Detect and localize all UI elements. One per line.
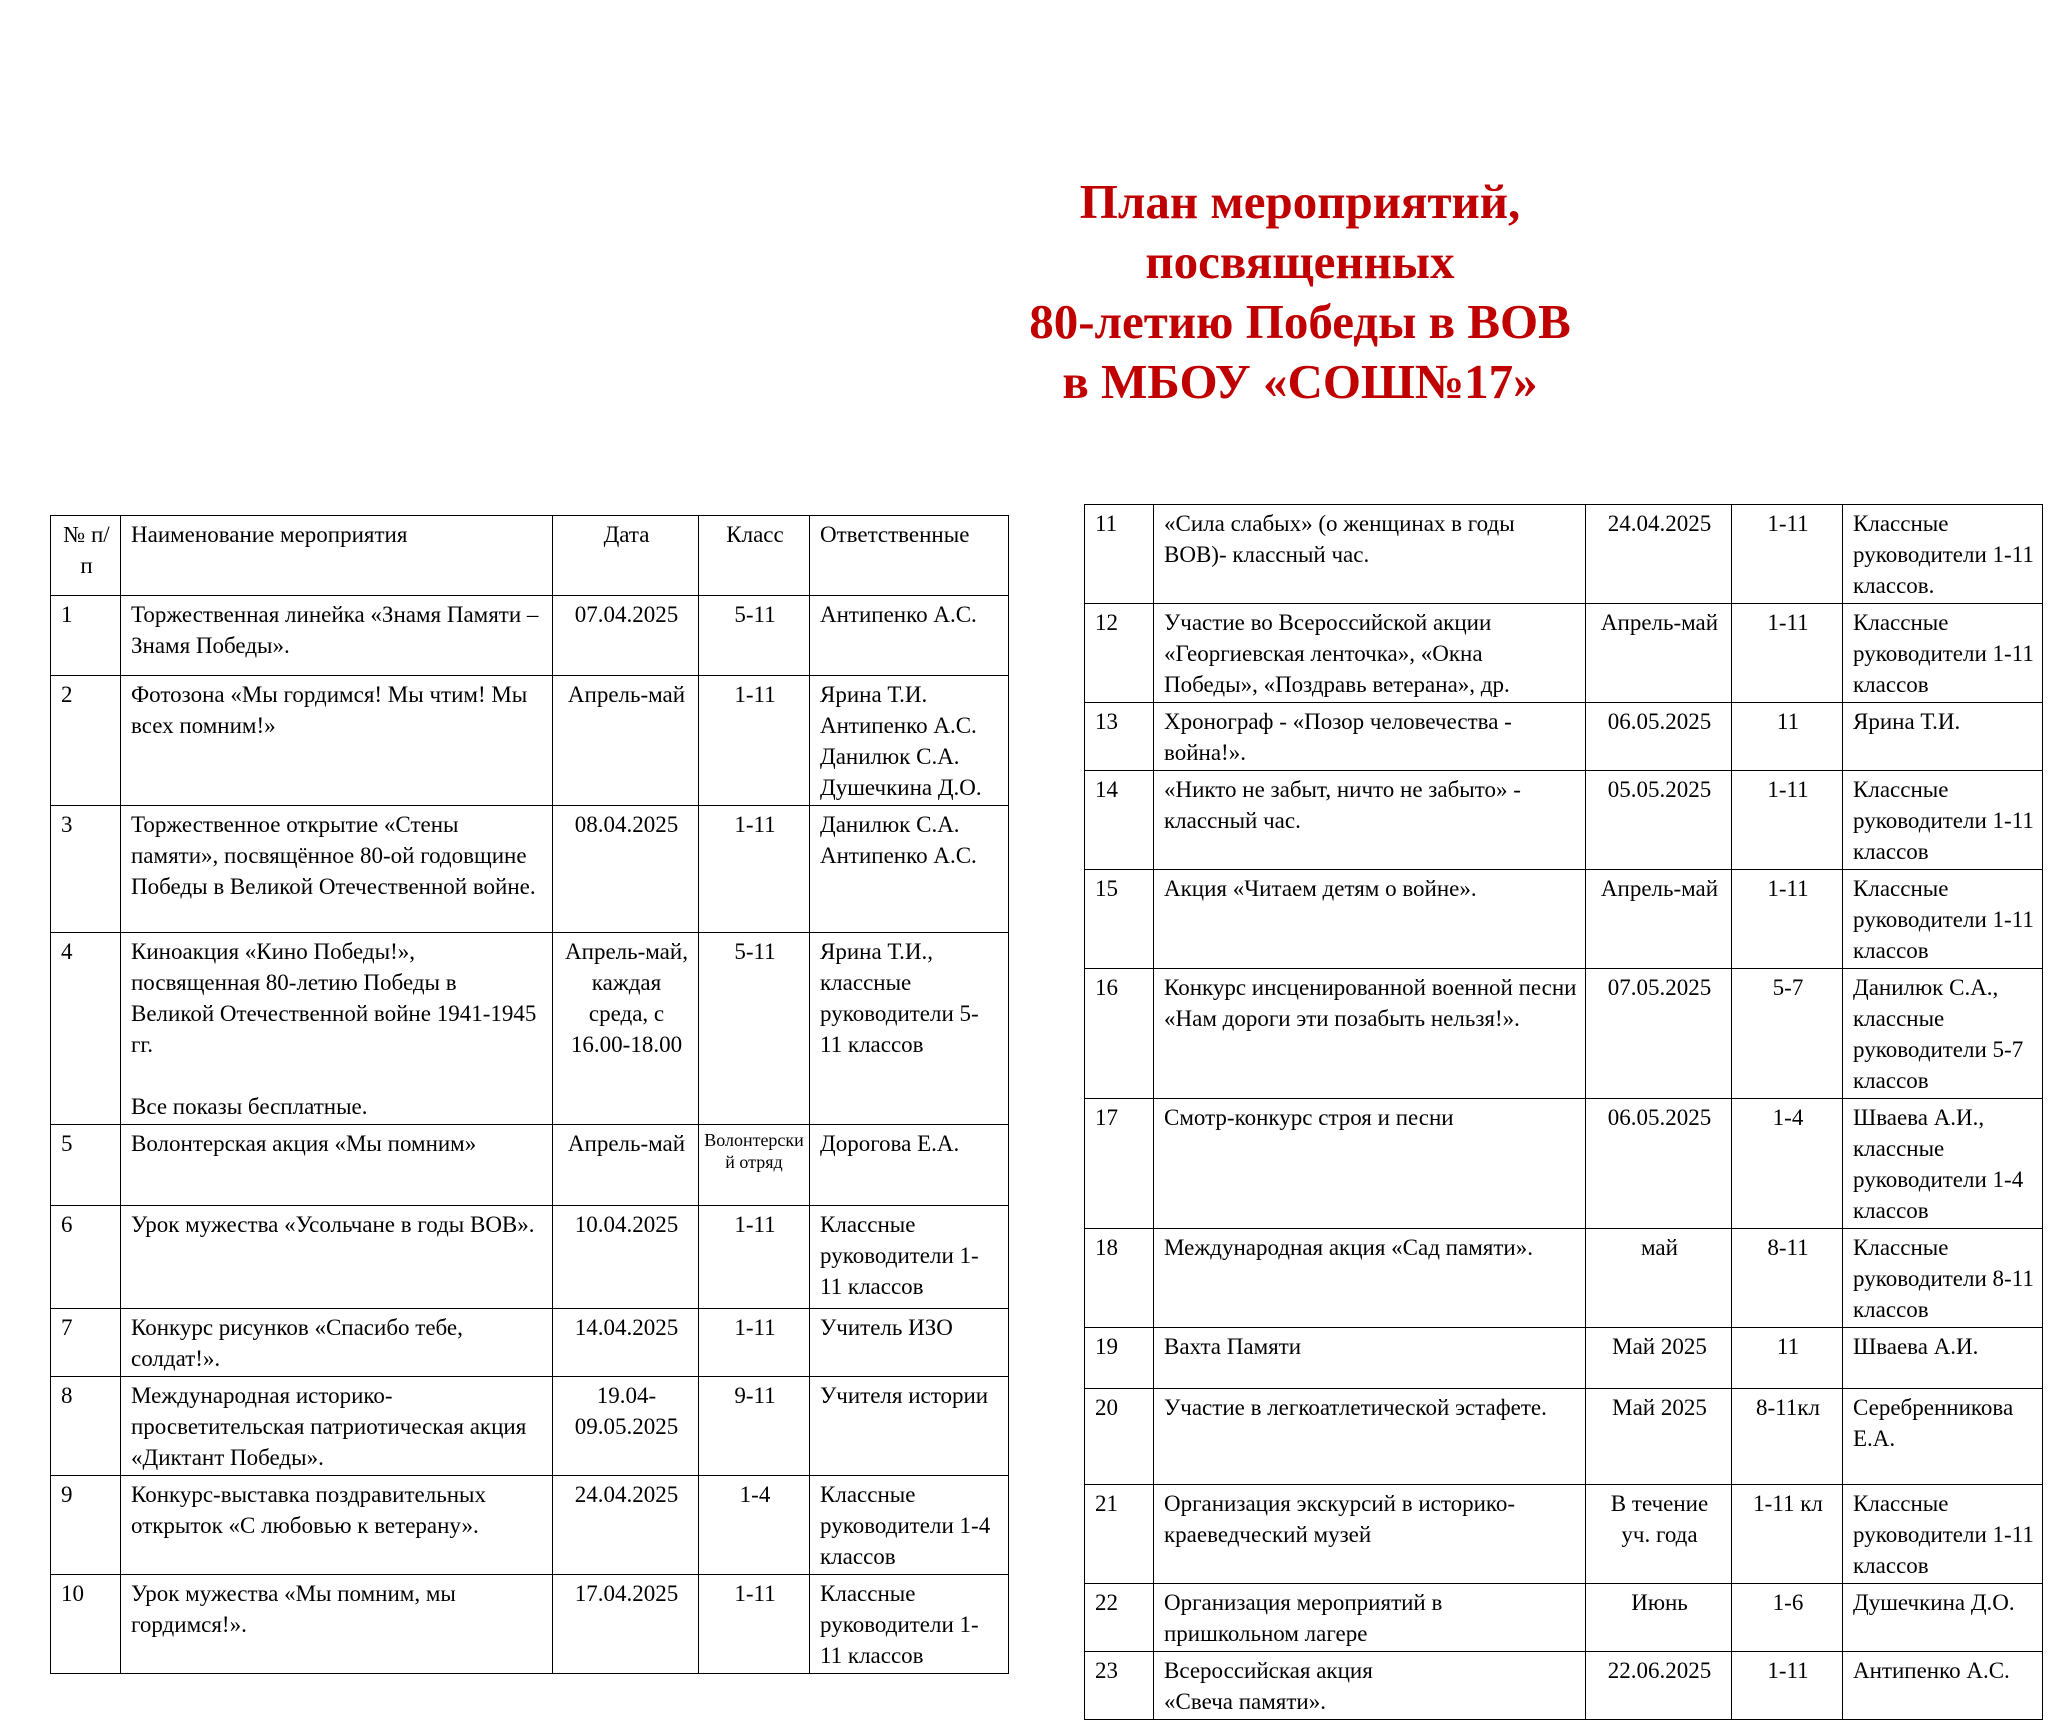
table-row (51, 1125, 1009, 1206)
cell-responsible: Шваева А.И. (1843, 1328, 2043, 1389)
table-row (1085, 1099, 2043, 1229)
cell-num: 5 (51, 1125, 121, 1206)
cell-date: 19.04-09.05.2025 (553, 1377, 699, 1476)
cell-num: 4 (51, 933, 121, 1125)
table-row (51, 1206, 1009, 1309)
cell-date: Май 2025 (1586, 1389, 1732, 1485)
cell-name: Урок мужества «Мы помним, мы гордимся!». (121, 1575, 553, 1674)
events-table-left (50, 515, 1009, 1674)
cell-responsible: Ярина Т.И., классные руководители 5-11 классов (810, 933, 1009, 1125)
cell-responsible: Шваева А.И., классные руководители 1-4 классов (1843, 1099, 2043, 1229)
cell-class: 1-11 (699, 1309, 810, 1377)
cell-date: 24.04.2025 (553, 1476, 699, 1575)
table-row (51, 596, 1009, 676)
cell-name: Международная историко-просветительская патриотическая акция «Диктант Победы». (121, 1377, 553, 1476)
cell-num: 15 (1085, 870, 1154, 969)
cell-class: 9-11 (699, 1377, 810, 1476)
table-row (1085, 1389, 2043, 1485)
cell-class: 11 (1732, 1328, 1843, 1389)
cell-name: Участие во Всероссийской акции «Георгиевская ленточка», «Окна Победы», «Поздравь ветерана», др. (1154, 604, 1586, 703)
table-row (1085, 1328, 2043, 1389)
table-row (51, 1476, 1009, 1575)
cell-class: 1-11 (699, 1206, 810, 1309)
cell-num: 7 (51, 1309, 121, 1377)
title-line-2: посвященных (1145, 234, 1455, 289)
table-row (51, 1377, 1009, 1476)
table-row (51, 1575, 1009, 1674)
title-line-1: План мероприятий, (1079, 174, 1521, 229)
cell-date: 07.05.2025 (1586, 969, 1732, 1099)
cell-name: «Сила слабых» (о женщинах в годы ВОВ)- классный час. (1154, 505, 1586, 604)
table-row (1085, 1652, 2043, 1720)
cell-responsible: Ярина Т.И. (1843, 703, 2043, 771)
cell-class: 1-4 (699, 1476, 810, 1575)
cell-num: 2 (51, 676, 121, 806)
cell-name: Конкурс инсценированной военной песни «Нам дороги эти позабыть нельзя!». (1154, 969, 1586, 1099)
table-row (51, 676, 1009, 806)
cell-date: Апрель-май, каждая среда, с 16.00-18.00 (553, 933, 699, 1125)
cell-class: 1-11 (699, 806, 810, 933)
cell-date: 07.04.2025 (553, 596, 699, 676)
cell-class: 5-11 (699, 933, 810, 1125)
cell-name: Акция «Читаем детям о войне». (1154, 870, 1586, 969)
table-row (1085, 604, 2043, 703)
cell-class: 1-11 (1732, 870, 1843, 969)
cell-name: Международная акция «Сад памяти». (1154, 1229, 1586, 1328)
cell-date: Апрель-май (553, 676, 699, 806)
cell-num: 16 (1085, 969, 1154, 1099)
cell-responsible: Классные руководители 1-11 классов (810, 1575, 1009, 1674)
cell-class: 8-11кл (1732, 1389, 1843, 1485)
table-row (1085, 870, 2043, 969)
cell-date: 10.04.2025 (553, 1206, 699, 1309)
cell-num: 10 (51, 1575, 121, 1674)
cell-responsible: Классные руководители 1-11 классов (1843, 1485, 2043, 1584)
cell-num: 11 (1085, 505, 1154, 604)
cell-date: 06.05.2025 (1586, 703, 1732, 771)
cell-date: 06.05.2025 (1586, 1099, 1732, 1229)
table-row (1085, 1229, 2043, 1328)
cell-class: 1-11 (1732, 604, 1843, 703)
cell-date: май (1586, 1229, 1732, 1328)
table-row (51, 933, 1009, 1125)
cell-responsible: Данилюк С.А. Антипенко А.С. (810, 806, 1009, 933)
cell-name: Всероссийская акция «Свеча памяти». (1154, 1652, 1586, 1720)
table-row (1085, 703, 2043, 771)
cell-num: 22 (1085, 1584, 1154, 1652)
cell-num: 21 (1085, 1485, 1154, 1584)
cell-date: Май 2025 (1586, 1328, 1732, 1389)
cell-num: 12 (1085, 604, 1154, 703)
cell-name: Волонтерская акция «Мы помним» (121, 1125, 553, 1206)
cell-responsible: Антипенко А.С. (810, 596, 1009, 676)
title-line-4: в МБОУ «СОШ№17» (1062, 354, 1538, 409)
header-date: Дата (553, 516, 699, 596)
cell-num: 13 (1085, 703, 1154, 771)
cell-responsible: Антипенко А.С. (1843, 1652, 2043, 1720)
header-class: Класс (699, 516, 810, 596)
table-row (1085, 771, 2043, 870)
header-num: № п/п (51, 516, 121, 596)
cell-date: Апрель-май (553, 1125, 699, 1206)
table-row (1085, 1584, 2043, 1652)
cell-class: 1-6 (1732, 1584, 1843, 1652)
cell-class: 1-11 кл (1732, 1485, 1843, 1584)
cell-responsible: Данилюк С.А., классные руководители 5-7 классов (1843, 969, 2043, 1099)
cell-num: 20 (1085, 1389, 1154, 1485)
cell-responsible: Классные руководители 1-4 классов (810, 1476, 1009, 1575)
cell-date: Апрель-май (1586, 604, 1732, 703)
cell-name: Вахта Памяти (1154, 1328, 1586, 1389)
cell-name: Торжественная линейка «Знамя Памяти – Знамя Победы». (121, 596, 553, 676)
cell-class: 1-11 (1732, 505, 1843, 604)
cell-num: 1 (51, 596, 121, 676)
table-row (51, 1309, 1009, 1377)
cell-responsible: Классные руководители 8-11 классов (1843, 1229, 2043, 1328)
cell-name: Участие в легкоатлетической эстафете. (1154, 1389, 1586, 1485)
cell-date: 17.04.2025 (553, 1575, 699, 1674)
header-name: Наименование мероприятия (121, 516, 553, 596)
events-table-right (1084, 504, 2043, 1720)
cell-name: Смотр-конкурс строя и песни (1154, 1099, 1586, 1229)
cell-name: Урок мужества «Усольчане в годы ВОВ». (121, 1206, 553, 1309)
table-row (1085, 1485, 2043, 1584)
cell-name: «Никто не забыт, ничто не забыто» - классный час. (1154, 771, 1586, 870)
cell-date: В течение уч. года (1586, 1485, 1732, 1584)
cell-name: Фотозона «Мы гордимся! Мы чтим! Мы всех помним!» (121, 676, 553, 806)
page-title (740, 172, 1860, 412)
cell-class: 5-11 (699, 596, 810, 676)
cell-num: 9 (51, 1476, 121, 1575)
title-line-3: 80-летию Победы в ВОВ (1029, 294, 1571, 349)
cell-responsible: Классные руководители 1-11 классов. (1843, 505, 2043, 604)
table-row (1085, 505, 2043, 604)
cell-num: 3 (51, 806, 121, 933)
cell-class: 8-11 (1732, 1229, 1843, 1328)
cell-num: 23 (1085, 1652, 1154, 1720)
cell-responsible: Учитель ИЗО (810, 1309, 1009, 1377)
cell-responsible: Серебренникова Е.А. (1843, 1389, 2043, 1485)
cell-date: 08.04.2025 (553, 806, 699, 933)
cell-name: Организация мероприятий в пришкольном лагере (1154, 1584, 1586, 1652)
cell-num: 17 (1085, 1099, 1154, 1229)
cell-responsible: Душечкина Д.О. (1843, 1584, 2043, 1652)
cell-class: 1-4 (1732, 1099, 1843, 1229)
cell-num: 8 (51, 1377, 121, 1476)
cell-date: 24.04.2025 (1586, 505, 1732, 604)
cell-name: Торжественное открытие «Стены памяти», посвящённое 80-ой годовщине Победы в Великой Отечественной войне. (121, 806, 553, 933)
cell-num: 19 (1085, 1328, 1154, 1389)
cell-class: Волонтерский отряд (699, 1125, 810, 1206)
cell-responsible: Дорогова Е.А. (810, 1125, 1009, 1206)
cell-responsible: Классные руководители 1-11 классов (1843, 604, 2043, 703)
cell-class: 1-11 (699, 1575, 810, 1674)
header-responsible: Ответственные (810, 516, 1009, 596)
cell-num: 14 (1085, 771, 1154, 870)
cell-name: Киноакция «Кино Победы!», посвященная 80-летию Победы в Великой Отечественной войне 1941-1945 гг. Все показы бесплатные. (121, 933, 553, 1125)
cell-name: Хронограф - «Позор человечества - война!». (1154, 703, 1586, 771)
cell-name: Конкурс рисунков «Спасибо тебе, солдат!». (121, 1309, 553, 1377)
cell-class: 1-11 (699, 676, 810, 806)
cell-class: 5-7 (1732, 969, 1843, 1099)
cell-date: 22.06.2025 (1586, 1652, 1732, 1720)
cell-name: Организация экскурсий в историко-краеведческий музей (1154, 1485, 1586, 1584)
cell-date: 14.04.2025 (553, 1309, 699, 1377)
cell-class: 11 (1732, 703, 1843, 771)
cell-date: Апрель-май (1586, 870, 1732, 969)
cell-responsible: Классные руководители 1-11 классов (1843, 870, 2043, 969)
table-row (1085, 969, 2043, 1099)
cell-responsible: Классные руководители 1-11 классов (1843, 771, 2043, 870)
cell-responsible: Ярина Т.И. Антипенко А.С. Данилюк С.А. Душечкина Д.О. (810, 676, 1009, 806)
cell-class: 1-11 (1732, 1652, 1843, 1720)
cell-date: 05.05.2025 (1586, 771, 1732, 870)
cell-name: Конкурс-выставка поздравительных открыток «С любовью к ветерану». (121, 1476, 553, 1575)
cell-num: 18 (1085, 1229, 1154, 1328)
cell-class: 1-11 (1732, 771, 1843, 870)
cell-date: Июнь (1586, 1584, 1732, 1652)
table-row (51, 806, 1009, 933)
cell-responsible: Классные руководители 1-11 классов (810, 1206, 1009, 1309)
cell-responsible: Учителя истории (810, 1377, 1009, 1476)
table-header-row (51, 516, 1009, 596)
cell-num: 6 (51, 1206, 121, 1309)
